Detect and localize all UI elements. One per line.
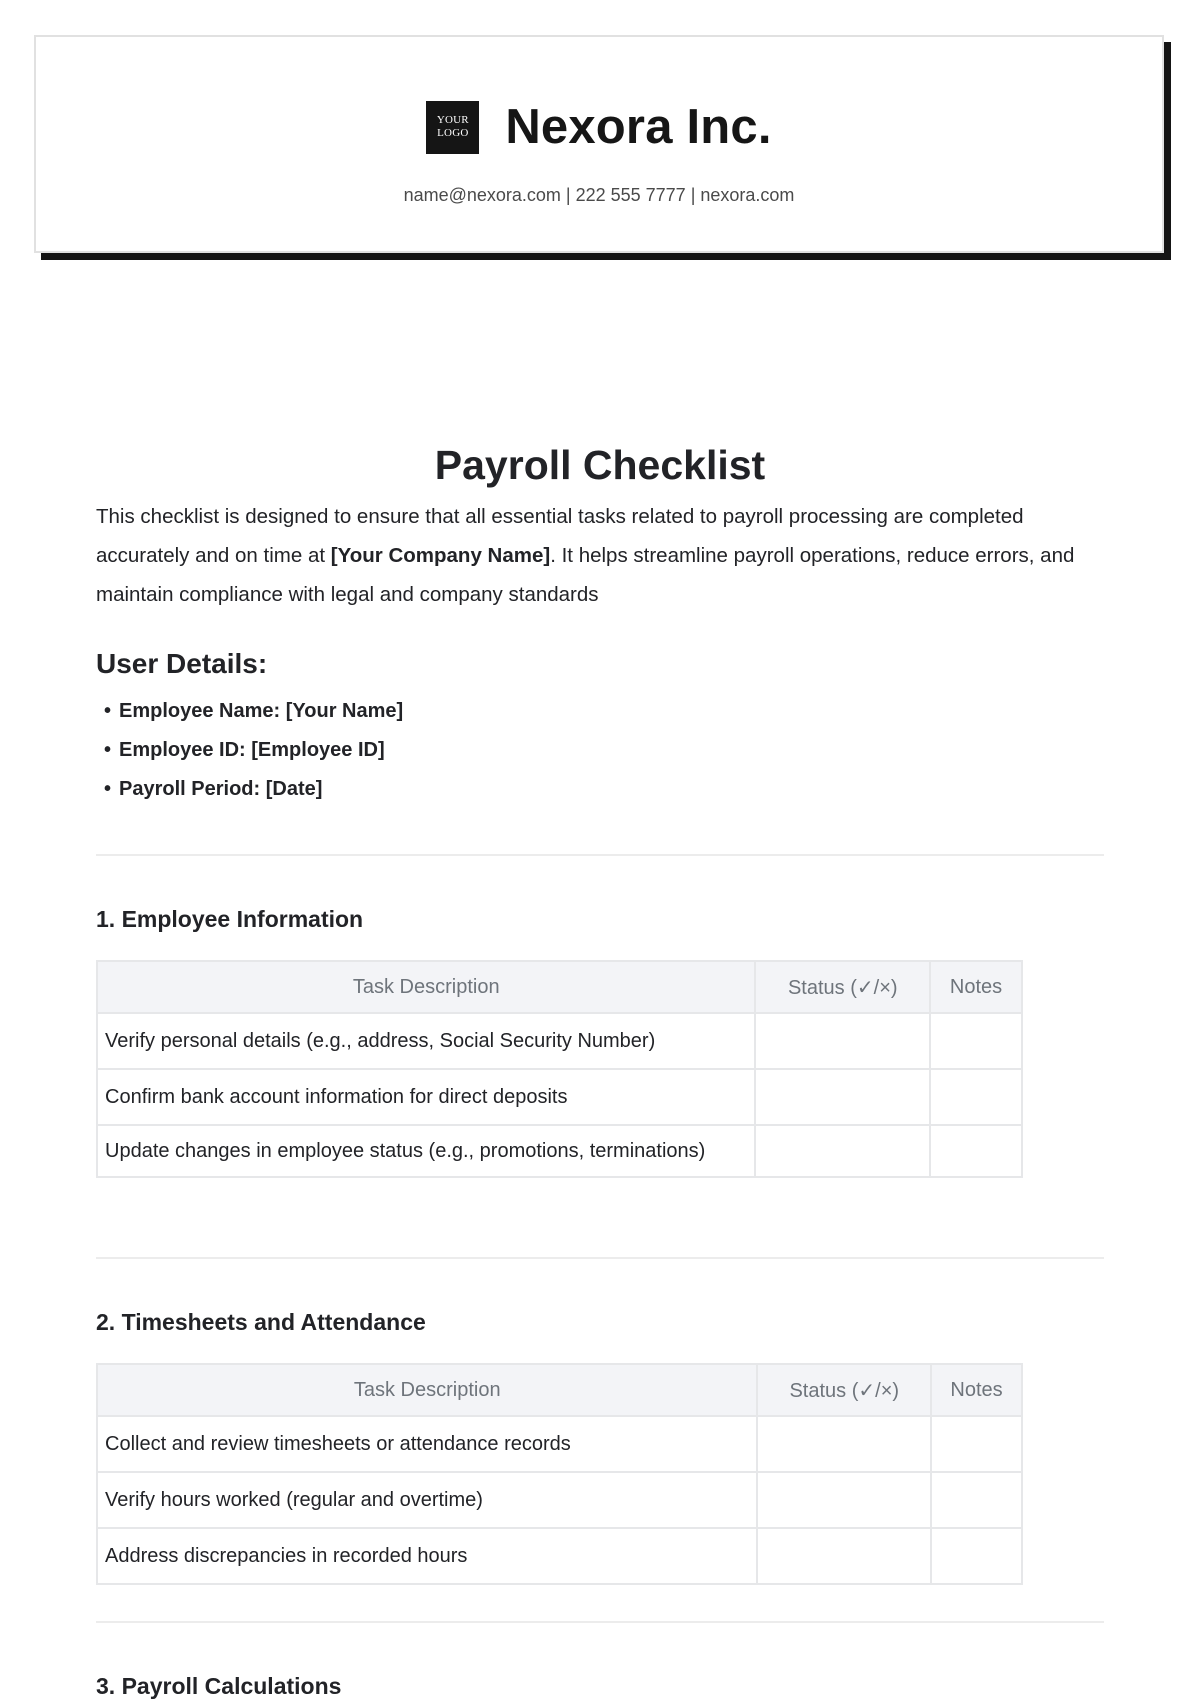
user-details-heading: User Details: xyxy=(96,648,268,679)
user-detail-text: Employee ID: [Employee ID] xyxy=(119,739,385,761)
letterhead xyxy=(34,35,1164,253)
bullet-icon: • xyxy=(104,700,112,722)
task-description: Verify personal details (e.g., address, Social Security Number) xyxy=(97,1013,755,1069)
section-title-payroll-calculations: 3. Payroll Calculations xyxy=(96,1673,342,1699)
intro-text-before: This checklist is designed to ensure that all essential tasks related to payroll processing are completed accurately and on time at xyxy=(96,505,1024,567)
table-row xyxy=(97,1013,1022,1069)
user-detail-employee-name xyxy=(104,692,403,731)
notes-cell[interactable] xyxy=(931,1416,1022,1472)
contact-info: name@nexora.com | 222 555 7777 | nexora.com xyxy=(403,185,795,205)
section-divider xyxy=(96,1257,1104,1259)
task-description: Confirm bank account information for direct deposits xyxy=(97,1069,755,1125)
notes-cell[interactable] xyxy=(931,1472,1022,1528)
section-title-employee-information: 1. Employee Information xyxy=(96,906,364,932)
table-row xyxy=(97,1416,1022,1472)
user-detail-text: Employee Name: [Your Name] xyxy=(119,700,404,722)
column-header-status: Status (✓/×) xyxy=(755,961,930,1013)
notes-cell[interactable] xyxy=(931,1528,1022,1584)
user-details-list xyxy=(104,692,403,809)
notes-cell[interactable] xyxy=(930,1013,1022,1069)
status-cell[interactable] xyxy=(755,1125,930,1177)
notes-cell[interactable] xyxy=(930,1125,1022,1177)
logo-text-line-2: LOGO xyxy=(437,127,469,139)
timesheets-and-attendance-table xyxy=(96,1363,1023,1585)
status-cell[interactable] xyxy=(757,1472,931,1528)
bullet-icon: • xyxy=(104,739,112,761)
task-description: Verify hours worked (regular and overtime) xyxy=(97,1472,757,1528)
company-name: Nexora Inc. xyxy=(505,100,772,154)
task-description: Collect and review timesheets or attendance records xyxy=(97,1416,757,1472)
table-row xyxy=(97,1472,1022,1528)
table-row xyxy=(97,1528,1022,1584)
table-header-row xyxy=(97,1364,1022,1416)
user-detail-payroll-period xyxy=(104,770,403,809)
company-name-placeholder: [Your Company Name] xyxy=(330,544,551,567)
column-header-task: Task Description xyxy=(97,1364,757,1416)
notes-cell[interactable] xyxy=(930,1069,1022,1125)
status-cell[interactable] xyxy=(755,1069,930,1125)
section-title-timesheets-and-attendance: 2. Timesheets and Attendance xyxy=(96,1309,426,1335)
intro-paragraph xyxy=(96,497,1086,614)
page-title: Payroll Checklist xyxy=(434,442,766,488)
company-logo xyxy=(426,101,479,154)
logo-text-line-1: YOUR xyxy=(436,114,469,126)
status-cell[interactable] xyxy=(757,1416,931,1472)
user-detail-text: Payroll Period: [Date] xyxy=(119,778,323,800)
status-cell[interactable] xyxy=(755,1013,930,1069)
column-header-status: Status (✓/×) xyxy=(757,1364,931,1416)
bullet-icon: • xyxy=(104,778,112,800)
column-header-notes: Notes xyxy=(930,961,1022,1013)
status-cell[interactable] xyxy=(757,1528,931,1584)
intro-text-after: . It helps streamline payroll operations, reduce errors, and maintain compliance with legal and company standards xyxy=(96,544,1075,606)
section-divider xyxy=(96,1621,1104,1623)
employee-information-table xyxy=(96,960,1023,1178)
table-row xyxy=(97,1069,1022,1125)
column-header-task: Task Description xyxy=(97,961,755,1013)
section-divider xyxy=(96,854,1104,856)
table-row xyxy=(97,1125,1022,1177)
table-header-row xyxy=(97,961,1022,1013)
task-description: Update changes in employee status (e.g., promotions, terminations) xyxy=(97,1125,755,1177)
task-description: Address discrepancies in recorded hours xyxy=(97,1528,757,1584)
user-detail-employee-id xyxy=(104,731,403,770)
brand-row xyxy=(36,99,1162,155)
column-header-notes: Notes xyxy=(931,1364,1022,1416)
